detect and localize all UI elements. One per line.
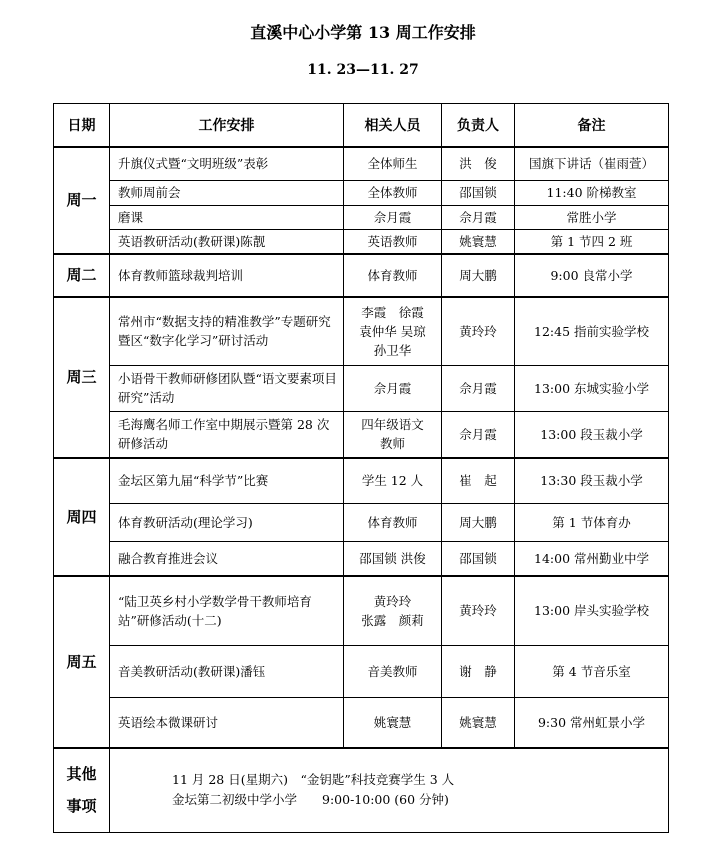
table-row (54, 697, 669, 748)
people-cell: 全体师生 (344, 147, 442, 180)
table-row (54, 180, 669, 205)
task-cell: 英语教研活动(教研课)陈靓 (110, 229, 344, 254)
table-row (54, 411, 669, 458)
header-row (54, 104, 669, 148)
people-cell: 学生 12 人 (344, 458, 442, 503)
people-cell: 邵国锁 洪俊 (344, 541, 442, 576)
note-cell: 第 4 节音乐室 (515, 645, 669, 697)
owner-cell: 佘月霞 (442, 205, 515, 229)
header-people: 相关人员 (344, 104, 442, 148)
other-line: 金坛第二初级中学小学 9:00-10:00 (60 分钟) (172, 792, 449, 808)
day-thursday: 周四 (54, 458, 110, 576)
note-cell: 12:45 指前实验学校 (515, 297, 669, 365)
task-cell: “陆卫英乡村小学数学骨干教师培育站”研修活动(十二) (110, 576, 344, 645)
people-cell: 英语教师 (344, 229, 442, 254)
header-task: 工作安排 (110, 104, 344, 148)
note-cell: 9:30 常州虹景小学 (515, 697, 669, 748)
people-cell: 佘月霞 (344, 365, 442, 411)
note-cell: 第 1 节四 2 班 (515, 229, 669, 254)
person-name: 孙卫华 (373, 342, 412, 358)
table-row (54, 229, 669, 254)
owner-cell: 黄玲玲 (442, 297, 515, 365)
owner-cell: 黄玲玲 (442, 576, 515, 645)
task-cell: 小语骨干教师研修团队暨“语文要素项目研究”活动 (110, 365, 344, 411)
owner-cell: 谢 静 (442, 645, 515, 697)
other-line: 11 月 28 日(星期六) “金钥匙”科技竞赛学生 3 人 (172, 772, 455, 788)
task-cell: 升旗仪式暨“文明班级”表彰 (110, 147, 344, 180)
people-cell: 全体教师 (344, 180, 442, 205)
note-cell: 第 1 节体育办 (515, 503, 669, 541)
people-cell: 体育教师 (344, 503, 442, 541)
owner-cell: 姚寰慧 (442, 229, 515, 254)
owner-cell: 佘月霞 (442, 411, 515, 458)
schedule-table (53, 103, 669, 833)
people-cell (344, 411, 442, 458)
owner-cell: 周大鹏 (442, 503, 515, 541)
table-row (54, 254, 669, 297)
header-date: 日期 (54, 104, 110, 148)
person-name: 张露 颜莉 (361, 612, 424, 628)
note-cell: 11:40 阶梯教室 (515, 180, 669, 205)
people-cell: 体育教师 (344, 254, 442, 297)
task-cell: 融合教育推进会议 (110, 541, 344, 576)
person-name: 四年级语文 (361, 417, 424, 433)
people-cell (344, 576, 442, 645)
task-cell: 英语绘本微课研讨 (110, 697, 344, 748)
note-cell: 13:00 段玉裁小学 (515, 411, 669, 458)
header-owner: 负责人 (442, 104, 515, 148)
task-cell: 常州市“数据支持的精准教学”专题研究暨区“数字化学习”研讨活动 (110, 297, 344, 365)
person-name: 袁仲华 吴琼 (359, 323, 426, 339)
task-cell: 毛海鹰名师工作室中期展示暨第 28 次研修活动 (110, 411, 344, 458)
note-cell: 13:30 段玉裁小学 (515, 458, 669, 503)
people-cell: 音美教师 (344, 645, 442, 697)
other-label-line: 其他 (66, 765, 97, 784)
day-monday: 周一 (54, 147, 110, 254)
table-row (54, 503, 669, 541)
owner-cell: 周大鹏 (442, 254, 515, 297)
task-cell: 磨课 (110, 205, 344, 229)
owner-cell: 洪 俊 (442, 147, 515, 180)
table-row (54, 645, 669, 697)
owner-cell: 佘月霞 (442, 365, 515, 411)
day-friday: 周五 (54, 576, 110, 748)
task-cell: 音美教研活动(教研课)潘钰 (110, 645, 344, 697)
person-name: 教师 (379, 436, 405, 452)
people-cell: 姚寰慧 (344, 697, 442, 748)
people-cell: 佘月霞 (344, 205, 442, 229)
day-wednesday: 周三 (54, 297, 110, 458)
people-cell (344, 297, 442, 365)
other-label-line: 事项 (66, 797, 97, 816)
other-label (54, 748, 110, 832)
owner-cell: 邵国锁 (442, 180, 515, 205)
note-cell: 13:00 岸头实验学校 (515, 576, 669, 645)
note-cell: 9:00 良常小学 (515, 254, 669, 297)
person-name: 李霞 徐霞 (361, 304, 424, 320)
owner-cell: 姚寰慧 (442, 697, 515, 748)
task-cell: 金坛区第九届“科学节”比赛 (110, 458, 344, 503)
table-row (54, 147, 669, 180)
owner-cell: 邵国锁 (442, 541, 515, 576)
date-range: 11. 23—11. 27 (307, 62, 419, 78)
person-name: 黄玲玲 (373, 593, 412, 609)
day-tuesday: 周二 (54, 254, 110, 297)
owner-cell: 崔 起 (442, 458, 515, 503)
task-cell: 教师周前会 (110, 180, 344, 205)
note-cell: 14:00 常州勤业中学 (515, 541, 669, 576)
note-cell: 国旗下讲话（崔雨萱） (515, 147, 669, 180)
task-cell: 体育教研活动(理论学习) (110, 503, 344, 541)
note-cell: 常胜小学 (515, 205, 669, 229)
table-row (54, 541, 669, 576)
table-row (54, 458, 669, 503)
other-content (110, 748, 669, 832)
table-row (54, 205, 669, 229)
header-note: 备注 (515, 104, 669, 148)
table-row (54, 365, 669, 411)
table-row (54, 576, 669, 645)
other-row (54, 748, 669, 832)
table-row (54, 297, 669, 365)
page-title: 直溪中心小学第 13 周工作安排 (250, 23, 476, 42)
note-cell: 13:00 东城实验小学 (515, 365, 669, 411)
task-cell: 体育教师篮球裁判培训 (110, 254, 344, 297)
